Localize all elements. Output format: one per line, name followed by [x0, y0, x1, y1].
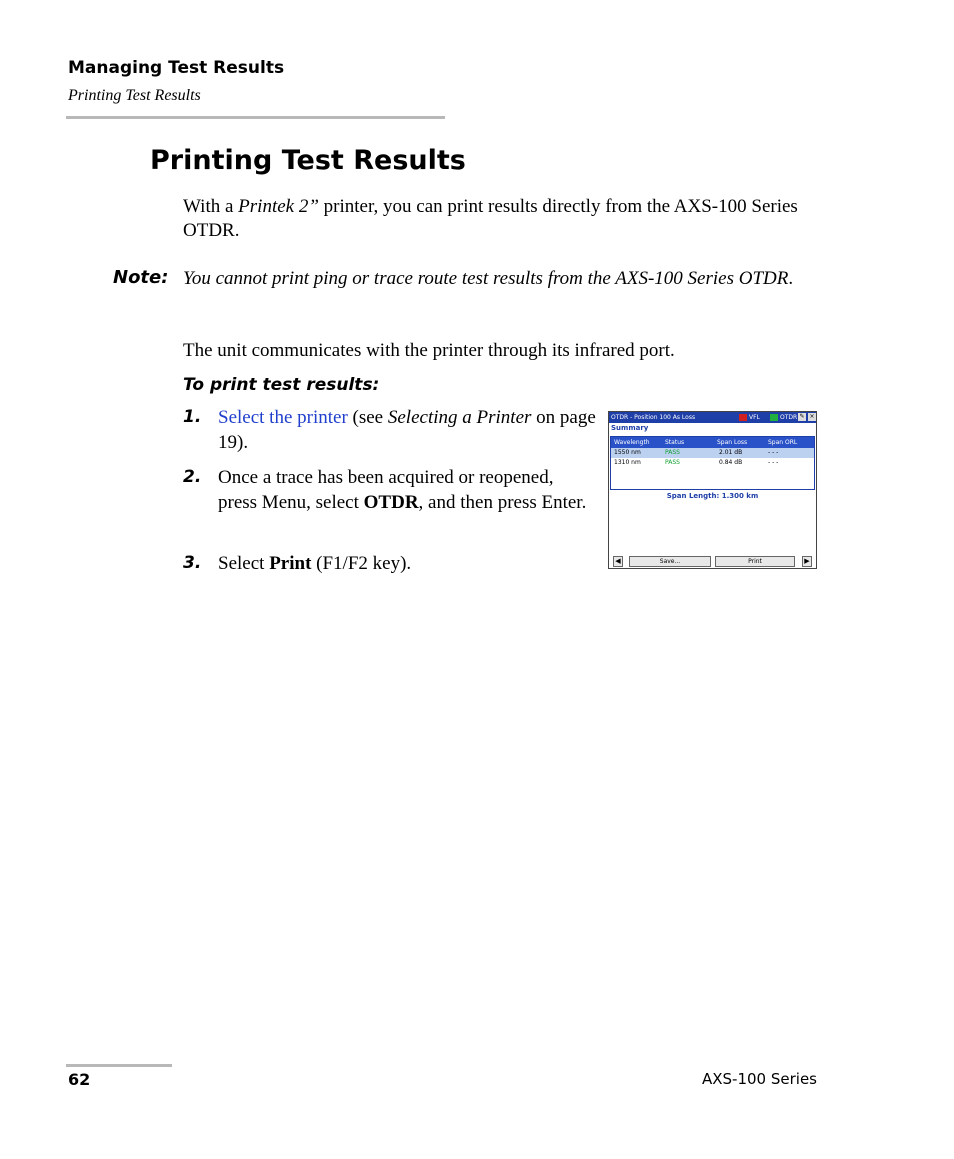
intro-paragraph: With a Printek 2” printer, you can print results directly from the AXS-100 Series OTDR.: [183, 196, 798, 241]
save-button[interactable]: Save...: [629, 556, 711, 567]
summary-tab[interactable]: Summary: [611, 424, 649, 432]
arrow-right-icon[interactable]: ▶: [802, 556, 812, 567]
print-button[interactable]: Print: [715, 556, 795, 567]
communication-paragraph: The unit communicates with the printer through its infrared port.: [183, 340, 675, 361]
step-text: Select Print (F1/F2 key).: [218, 553, 412, 574]
running-header-title: Managing Test Results: [68, 58, 285, 78]
step-text: Select the printer (see Selecting a Printer on page 19).: [218, 407, 596, 453]
table-row[interactable]: 1550 nm PASS 2.01 dB - - -: [611, 448, 814, 458]
note-label: Note:: [113, 267, 169, 288]
table-header: Wavelength Status Span Loss Span ORL: [611, 437, 814, 448]
footer-rule: [66, 1064, 172, 1067]
otdr-indicator-icon: [770, 414, 778, 421]
close-icon[interactable]: ×: [809, 413, 815, 420]
tools-icon[interactable]: ✎: [799, 413, 805, 420]
header-rule: [66, 116, 445, 119]
summary-table: [610, 436, 815, 490]
step-number: 3.: [183, 553, 202, 573]
vfl-indicator-icon: [739, 414, 747, 421]
product-name: AXS-100 Series: [702, 1070, 817, 1088]
step-number: 1.: [183, 407, 202, 427]
step-number: 2.: [183, 467, 202, 487]
screen-titlebar: OTDR - Position 100 As Loss VFL OTDR ✎ ×: [611, 413, 815, 421]
table-row[interactable]: 1310 nm PASS 0.84 dB - - -: [614, 459, 779, 466]
span-length: Span Length: 1.300 km: [666, 492, 759, 500]
select-printer-link[interactable]: Select the printer: [218, 407, 348, 428]
page-title: Printing Test Results: [150, 145, 466, 176]
function-key-bar: [609, 555, 816, 568]
otdr-screenshot: [608, 411, 817, 569]
page-number: 62: [68, 1070, 91, 1089]
arrow-left-icon[interactable]: ◀: [613, 556, 623, 567]
step-text: Once a trace has been acquired or reopened, press Menu, select OTDR, and then press Enter.: [218, 467, 587, 513]
procedure-title: To print test results:: [183, 375, 380, 395]
running-header-subtitle: Printing Test Results: [68, 87, 201, 104]
note-text: You cannot print ping or trace route test results from the AXS-100 Series OTDR.: [183, 268, 794, 289]
